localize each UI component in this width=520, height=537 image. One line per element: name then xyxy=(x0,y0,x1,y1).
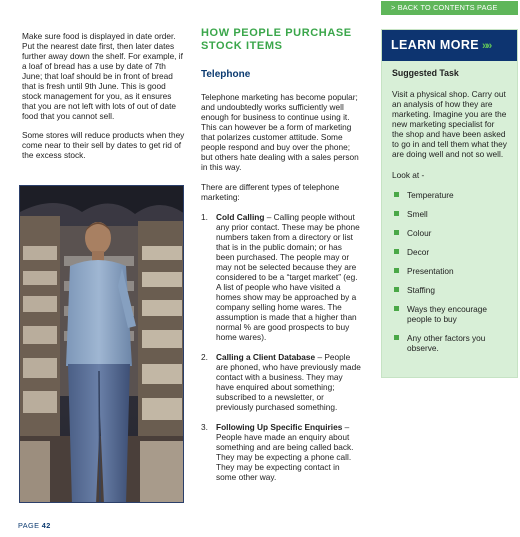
learn-more-title: LEARN MORE xyxy=(391,38,480,52)
page-label: PAGE xyxy=(18,521,40,530)
list-item-label: Ways they encourage people to buy xyxy=(407,304,487,324)
list-item-label: Smell xyxy=(407,209,428,219)
main-column xyxy=(201,27,362,492)
bullet-icon xyxy=(394,192,399,197)
shop-photo xyxy=(19,185,184,503)
list-item-label: Temperature xyxy=(407,190,454,200)
list-item xyxy=(392,190,507,200)
bullet-icon xyxy=(394,211,399,216)
learn-more-panel xyxy=(381,29,518,378)
page-number xyxy=(18,521,51,530)
telephone-types-list xyxy=(201,212,362,482)
look-at-label: Look at - xyxy=(392,170,425,180)
list-item xyxy=(392,228,507,238)
list-item-text: – People have made an enquiry about something and are being called back. They may be expecting a phone call. They may be expecting contact in some other way. xyxy=(216,422,354,482)
bullet-icon xyxy=(394,230,399,235)
subheading-telephone: Telephone xyxy=(201,69,251,80)
list-item xyxy=(392,333,507,353)
list-item-label: Any other factors you observe. xyxy=(407,333,486,353)
telephone-intro-paragraph: Telephone marketing has become popular; and undoubtedly works sufficiently well enough for business to continue using it. This can however be a form of marketing that polarizes customer attitude. Some people respond and buy over the phone; but others hate dealing with a sales person in this way. xyxy=(201,92,359,172)
left-column xyxy=(22,31,185,169)
list-item-title: Calling a Client Database xyxy=(216,352,316,362)
list-item-title: Following Up Specific Enquiries xyxy=(216,422,343,432)
list-item xyxy=(201,212,362,342)
learn-more-body xyxy=(382,61,517,353)
reduce-products-paragraph: Some stores will reduce products when they come near to their sell by dates to get rid of the excess stock. xyxy=(22,130,185,160)
back-to-contents-link[interactable]: > BACK TO CONTENTS PAGE xyxy=(381,1,518,15)
task-text: Visit a physical shop. Carry out an analysis of how they are marketing. Imagine you are the new marketing specialist for the shop and have been asked to go in and tell them what they are doing well and not so well. xyxy=(392,89,507,159)
list-item-label: Decor xyxy=(407,247,430,257)
list-number: 3. xyxy=(201,422,208,432)
list-item-title: Cold Calling xyxy=(216,212,265,222)
list-item-text: – Calling people without any prior contact. These may be phone numbers taken from a directory or list that is in the public domain; or has been purchased. The people may or may not be selected because they are considered to be a “target market” (eg. A list of people who have visited a homes show may be approached by a company selling home wares. The assumption is made that a higher than normal % are good prospects to buy home wares). xyxy=(216,212,360,342)
section-heading: HOW PEOPLE PURCHASE STOCK ITEMS xyxy=(201,27,352,52)
list-item-text: – People are phoned, who have previously made contact with a business. They may have enquired about something; subscribed to a newsletter, or previously purchased something. xyxy=(216,352,361,412)
bullet-icon xyxy=(394,335,399,340)
learn-more-header xyxy=(382,30,517,61)
list-item xyxy=(201,352,362,412)
shop-photo-illustration xyxy=(20,186,184,503)
list-item xyxy=(392,209,507,219)
bullet-icon xyxy=(394,268,399,273)
list-number: 1. xyxy=(201,212,208,222)
bullet-icon xyxy=(394,287,399,292)
list-item xyxy=(392,285,507,295)
bullet-icon xyxy=(394,306,399,311)
stock-order-paragraph: Make sure food is displayed in date order. Put the nearest date first, then later dates further away down the shelf. For example, if a loaf of bread has a use by date of 7th June; that loaf should be in front of bread that is fresh until 9th June. This is good stock management for you, as it ensures that you are not left with lots of out of date food that you cannot sell. xyxy=(22,31,183,121)
task-title: Suggested Task xyxy=(392,68,459,78)
list-item xyxy=(392,304,507,324)
chevron-right-icon: »» xyxy=(482,40,491,52)
list-item xyxy=(392,266,507,276)
list-item xyxy=(201,422,362,482)
list-item-label: Presentation xyxy=(407,266,454,276)
list-item xyxy=(392,247,507,257)
page-number-value: 42 xyxy=(41,521,51,530)
list-item-label: Staffing xyxy=(407,285,435,295)
look-at-list xyxy=(392,190,507,353)
bullet-icon xyxy=(394,249,399,254)
list-item-label: Colour xyxy=(407,228,432,238)
types-intro: There are different types of telephone marketing: xyxy=(201,182,340,202)
list-number: 2. xyxy=(201,352,208,362)
